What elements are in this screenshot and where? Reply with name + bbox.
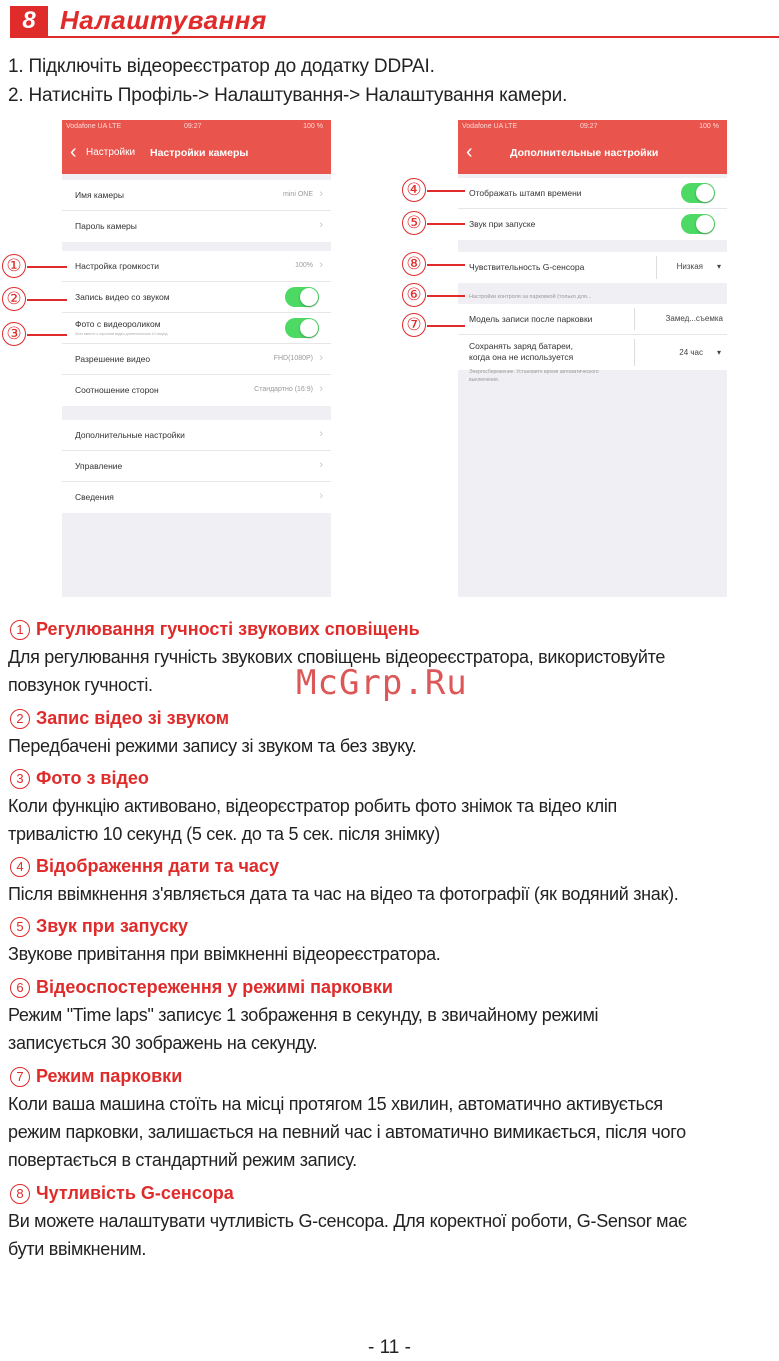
row-advanced-settings[interactable]: [62, 420, 331, 451]
section-num: 4: [10, 857, 30, 877]
row-value: FHD(1080P): [273, 355, 313, 362]
row-label: Модель записи после парковки: [469, 314, 593, 324]
status-bar: [62, 120, 331, 134]
back-chevron-icon[interactable]: ‹: [70, 141, 77, 163]
section-photo-from-video: [8, 764, 778, 848]
status-bar: [458, 120, 727, 134]
section-num: 6: [10, 978, 30, 998]
row-label: Сведения: [75, 492, 114, 502]
section-num: 5: [10, 917, 30, 937]
section-title: Налаштування: [60, 5, 267, 35]
row-label: Чувствительность G-сенсора: [469, 262, 585, 272]
section-audio-recording: [8, 704, 778, 760]
parking-note: Настройки контроля за парковкой (только для...: [469, 294, 592, 300]
section-heading: [8, 704, 778, 732]
section-startup-sound: [8, 912, 778, 968]
section-heading-text: Відеоспостереження у режимі парковки: [36, 977, 393, 997]
callout-8: ⑧: [402, 252, 426, 276]
section-date-time: [8, 852, 778, 908]
dropdown-arrow-icon: ▾: [716, 262, 721, 271]
carrier: Vodafone UA LTE: [66, 123, 122, 130]
section-text: повертається в стандартний режим запису.: [8, 1150, 357, 1170]
timestamp-toggle[interactable]: [681, 183, 715, 203]
photo-with-video-toggle[interactable]: [285, 318, 319, 338]
watermark: McGrp.Ru: [296, 663, 468, 703]
section-parking-mode: [8, 1062, 778, 1174]
row-aspect-ratio[interactable]: [62, 375, 331, 406]
settings-group-gsensor: [458, 252, 727, 283]
battery: 100 %: [699, 123, 719, 130]
callout-line: [427, 190, 465, 192]
row-label-line-2: когда она не используется: [469, 352, 574, 362]
row-label: Управление: [75, 461, 123, 471]
settings-group-more: [62, 420, 331, 513]
callout-line: [427, 325, 465, 327]
row-label: Звук при запуске: [469, 219, 536, 229]
settings-group-toggles: [458, 178, 727, 240]
row-volume[interactable]: [62, 251, 331, 282]
row-record-audio: [62, 282, 331, 313]
section-text: тривалістю 10 секунд (5 сек. до та 5 сек. після знімку): [8, 824, 440, 844]
back-chevron-icon[interactable]: ‹: [466, 141, 473, 163]
section-parking-surveillance: [8, 973, 778, 1057]
callout-3: ③: [2, 322, 26, 346]
back-button[interactable]: Настройки: [86, 147, 136, 158]
callout-6: ⑥: [402, 283, 426, 307]
section-heading: [8, 615, 778, 643]
gsensor-value: Низкая: [676, 262, 703, 271]
section-heading-text: Запис відео зі звуком: [36, 708, 230, 728]
callout-line: [27, 334, 67, 336]
row-camera-name[interactable]: [62, 180, 331, 211]
row-photo-with-video: [62, 313, 331, 344]
record-audio-toggle[interactable]: [285, 287, 319, 307]
section-heading: [8, 1062, 778, 1090]
chevron-right-icon: ›: [319, 459, 323, 471]
page-number: - 11 -: [368, 1337, 411, 1358]
row-label: Дополнительные настройки: [75, 430, 185, 440]
row-timestamp: [458, 178, 727, 209]
chevron-right-icon: ›: [319, 352, 323, 364]
section-text: Ви можете налаштувати чутливість G-сенсора. Для коректної роботи, G-Sensor має: [8, 1211, 687, 1231]
section-heading: [8, 912, 778, 940]
settings-group-parking: [458, 304, 727, 370]
row-info[interactable]: [62, 482, 331, 513]
battery-save-value: 24 час: [679, 348, 703, 357]
row-startup-sound: [458, 209, 727, 240]
section-num: 2: [10, 709, 30, 729]
callout-1: ①: [2, 254, 26, 278]
callout-line: [427, 223, 465, 225]
dropdown-arrow-icon: ▾: [716, 348, 721, 357]
intro-step-2: 2. Натисніть Профіль-> Налаштування-> Налаштування камери.: [8, 85, 568, 106]
section-heading: [8, 1179, 778, 1207]
row-label: Настройка громкости: [75, 261, 160, 271]
row-video-resolution[interactable]: [62, 344, 331, 375]
clock: 09:27: [580, 123, 598, 130]
chevron-right-icon: ›: [319, 259, 323, 271]
parking-mode-value: Замед...съемка: [665, 314, 723, 323]
row-camera-password[interactable]: [62, 211, 331, 242]
screen-title: Дополнительные настройки: [510, 147, 659, 159]
chevron-right-icon: ›: [319, 428, 323, 440]
divider: [634, 339, 635, 366]
chevron-right-icon: ›: [319, 219, 323, 231]
section-num: 1: [10, 620, 30, 640]
row-value: 100%: [295, 262, 313, 269]
section-number: 8: [10, 6, 48, 36]
section-text: Коли ваша машина стоїть на місці протягом 15 хвилин, автоматично активується: [8, 1094, 663, 1114]
chevron-right-icon: ›: [319, 490, 323, 502]
row-gsensor[interactable]: [458, 252, 727, 283]
chevron-right-icon: ›: [319, 188, 323, 200]
section-heading: [8, 973, 778, 1001]
row-label: Запись видео со звуком: [75, 292, 170, 302]
section-header: [10, 4, 779, 38]
row-value: Стандартно (16:9): [254, 386, 313, 393]
nav-bar: [62, 134, 331, 174]
section-heading-text: Звук при запуску: [36, 916, 189, 936]
row-sublabel: Фото вместе с коротким видео длительностью 10 секунд: [75, 332, 168, 336]
row-label: Отображать штамп времени: [469, 188, 582, 198]
section-text: режим парковки, залишається на певний час і автоматично вимикається, після чого: [8, 1122, 686, 1142]
row-label: Фото с видеороликом: [75, 319, 161, 329]
battery: 100 %: [303, 123, 323, 130]
callout-line: [27, 266, 67, 268]
section-text: записується 30 зображень на секунду.: [8, 1033, 318, 1053]
callout-line: [427, 295, 465, 297]
section-text: Після ввімкнення з'являється дата та час на відео та фотографії (як водяний знак).: [8, 884, 679, 904]
section-heading-text: Відображення дати та часу: [36, 856, 279, 876]
section-heading-text: Фото з відео: [36, 768, 149, 788]
divider: [656, 256, 657, 279]
section-text: бути ввімкненим.: [8, 1239, 147, 1259]
section-text: Передбачені режими запису зі звуком та без звуку.: [8, 736, 417, 756]
callout-2: ②: [2, 287, 26, 311]
row-label: Соотношение сторон: [75, 385, 159, 395]
screen-title: Настройки камеры: [150, 147, 249, 159]
row-label: Пароль камеры: [75, 221, 137, 231]
nav-bar: [458, 134, 727, 174]
section-num: 8: [10, 1184, 30, 1204]
section-text: повзунок гучності.: [8, 675, 153, 695]
section-gsensor: [8, 1179, 778, 1263]
callout-line: [27, 299, 67, 301]
section-text: Для регулювання гучність звукових сповіщень відеореєстратора, використовуйте: [8, 647, 666, 667]
settings-group-recording: [62, 251, 331, 406]
carrier: Vodafone UA LTE: [462, 123, 518, 130]
callout-4: ④: [402, 178, 426, 202]
section-heading: [8, 764, 778, 792]
section-num: 3: [10, 769, 30, 789]
energy-note-2: выключения.: [469, 377, 500, 383]
callout-7: ⑦: [402, 313, 426, 337]
energy-note-1: Энергосбережение: Установите время автоматического: [469, 369, 599, 375]
callout-5: ⑤: [402, 211, 426, 235]
section-text: Коли функцію активовано, відеорєстратор робить фото знімок та відео кліп: [8, 796, 617, 816]
clock: 09:27: [184, 123, 202, 130]
row-label: Сохранять заряд батареи,: [469, 341, 573, 351]
section-heading-text: Регулювання гучності звукових сповіщень: [36, 619, 420, 639]
callout-line: [427, 264, 465, 266]
section-text: Режим "Time laps" записує 1 зображення в секунду, в звичайному режимі: [8, 1005, 599, 1025]
divider: [634, 308, 635, 330]
chevron-right-icon: ›: [319, 383, 323, 395]
intro-step-1: 1. Підключіть відеореєстратор до додатку DDPAI.: [8, 56, 435, 77]
row-label: Имя камеры: [75, 190, 124, 200]
row-management[interactable]: [62, 451, 331, 482]
startup-sound-toggle[interactable]: [681, 214, 715, 234]
section-heading: [8, 852, 778, 880]
row-value: mini ONE: [283, 191, 313, 198]
row-parking-mode[interactable]: [458, 304, 727, 335]
settings-group-camera: [62, 180, 331, 242]
section-heading-text: Чутливість G-сенсора: [36, 1183, 234, 1203]
phone-screenshot-camera-settings: [62, 120, 331, 597]
section-num: 7: [10, 1067, 30, 1087]
row-label: Разрешение видео: [75, 354, 151, 364]
phone-screenshot-advanced-settings: [458, 120, 727, 597]
section-text: Звукове привітання при ввімкненні відеореєстратора.: [8, 944, 441, 964]
row-battery-save[interactable]: [458, 335, 727, 370]
section-heading-text: Режим парковки: [36, 1066, 183, 1086]
